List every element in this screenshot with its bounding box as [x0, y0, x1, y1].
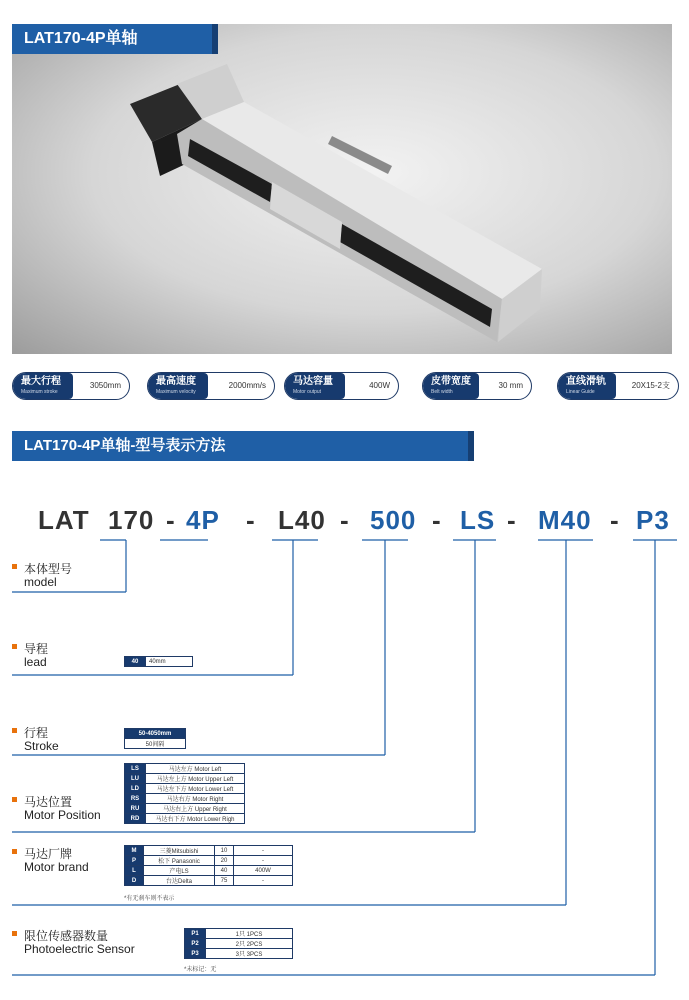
- stroke-table: [124, 728, 186, 749]
- table-cell: 松下 Panasonic: [144, 856, 215, 866]
- table-cell: 三菱Mitsubishi: [144, 846, 215, 856]
- table-row: [185, 929, 293, 939]
- table-cell: RS: [125, 794, 146, 804]
- table-cell: 75: [215, 876, 234, 886]
- code-motor-brand: M40: [538, 505, 592, 535]
- table-cell: L: [125, 866, 144, 876]
- spec-label-cn: 皮带宽度: [431, 376, 471, 387]
- table-cell: 马达右下方 Motor Lower Righ: [146, 814, 245, 824]
- table-cell: RD: [125, 814, 146, 824]
- table-cell: M: [125, 846, 144, 856]
- table-cell: -: [234, 856, 293, 866]
- code-dash: -: [610, 505, 620, 535]
- spec-value: 400W: [369, 381, 390, 390]
- stroke-step: 50间隔: [125, 739, 186, 749]
- row-label-en: Motor brand: [24, 860, 89, 874]
- bullet-icon: [12, 644, 17, 649]
- spec-label-en: Maximum stroke: [21, 389, 58, 395]
- spec-value: 2000mm/s: [228, 381, 266, 390]
- table-cell: -: [234, 846, 293, 856]
- spec-label-cn: 最高速度: [156, 376, 196, 387]
- code-lat: LAT: [38, 505, 90, 535]
- product-title-banner: LAT170-4P单轴: [12, 24, 212, 54]
- spec-label-en: Belt width: [431, 389, 453, 395]
- row-label-en: model: [24, 575, 57, 589]
- table-cell: LU: [125, 774, 146, 784]
- stroke-range: 50-4050mm: [125, 729, 186, 739]
- code-stroke: 500: [370, 505, 417, 535]
- table-cell: P1: [185, 929, 206, 939]
- lead-table: [124, 656, 193, 667]
- table-cell: P2: [185, 939, 206, 949]
- table-cell: 1只 1PCS: [206, 929, 293, 939]
- table-row: [185, 949, 293, 959]
- row-label-en: Motor Position: [24, 808, 101, 822]
- spec-label-en: Motor output: [293, 389, 322, 395]
- table-row: [125, 814, 245, 824]
- motor-brand-table: [124, 845, 293, 886]
- code-dash: -: [507, 505, 517, 535]
- row-label-cn: 限位传感器数量: [24, 929, 109, 943]
- table-cell: -: [234, 876, 293, 886]
- sensor-note: *未标记：无: [184, 967, 217, 973]
- code-dash: -: [166, 505, 176, 535]
- code-dash: -: [432, 505, 442, 535]
- row-label-en: Stroke: [24, 739, 59, 753]
- table-cell: 马达右上方 Upper Right: [146, 804, 245, 814]
- spec-label-cn: 最大行程: [21, 376, 61, 387]
- row-label-en: Photoelectric Sensor: [24, 942, 135, 956]
- row-label-cn: 马达位置: [24, 795, 73, 809]
- spec-value: 3050mm: [89, 381, 121, 390]
- row-label-en: lead: [24, 655, 47, 669]
- code-motor-position: LS: [460, 505, 496, 535]
- row-label-cn: 行程: [24, 726, 49, 740]
- table-cell: 400W: [234, 866, 293, 876]
- table-cell: 40: [215, 866, 234, 876]
- code-dash: -: [246, 505, 256, 535]
- table-row: [125, 866, 293, 876]
- table-row: [125, 876, 293, 886]
- table-cell: P3: [185, 949, 206, 959]
- spec-label-cn: 马达容量: [293, 376, 333, 387]
- sensor-table: [184, 928, 293, 959]
- table-row: [125, 764, 245, 774]
- table-cell: 马达右方 Motor Right: [146, 794, 245, 804]
- table-cell: LS: [125, 764, 146, 774]
- table-cell: 10: [215, 846, 234, 856]
- table-cell: 20: [215, 856, 234, 866]
- table-cell: 台达Delta: [144, 876, 215, 886]
- table-cell: D: [125, 876, 144, 886]
- table-row: [185, 939, 293, 949]
- table-row: [125, 774, 245, 784]
- table-row: [125, 846, 293, 856]
- table-cell: 2只 2PCS: [206, 939, 293, 949]
- code-sensor: P3: [636, 505, 670, 535]
- code-dash: -: [340, 505, 350, 535]
- row-label-cn: 导程: [24, 642, 49, 656]
- table-cell: 3只 3PCS: [206, 949, 293, 959]
- table-row: [125, 856, 293, 866]
- motor-position-table: [124, 763, 245, 824]
- bullet-icon: [12, 849, 17, 854]
- table-cell: LD: [125, 784, 146, 794]
- table-cell: 马达左上方 Motor Upper Left: [146, 774, 245, 784]
- bullet-icon: [12, 931, 17, 936]
- bullet-icon: [12, 797, 17, 802]
- lead-value: 40mm: [146, 657, 193, 667]
- model-notation-banner: LAT170-4P单轴-型号表示方法: [12, 431, 468, 461]
- code-lead: L40: [278, 505, 326, 535]
- spec-value: 30 mm: [498, 381, 523, 390]
- code-4p: 4P: [186, 505, 220, 535]
- brand-note: *有无刹车则不表示: [124, 896, 175, 902]
- spec-label-cn: 直线滑轨: [566, 376, 606, 387]
- code-170: 170: [108, 505, 155, 535]
- bullet-icon: [12, 564, 17, 569]
- row-label-cn: 本体型号: [24, 562, 73, 576]
- table-cell: P: [125, 856, 144, 866]
- spec-label-en: Linear Guide: [566, 389, 595, 395]
- table-cell: 马达左下方 Motor Lower Left: [146, 784, 245, 794]
- table-cell: 马达左方 Motor Left: [146, 764, 245, 774]
- table-cell: RU: [125, 804, 146, 814]
- table-row: [125, 784, 245, 794]
- table-row: [125, 794, 245, 804]
- table-row: [125, 804, 245, 814]
- spec-label-en: Maximum velocity: [156, 389, 196, 395]
- lead-code: 40: [125, 657, 146, 667]
- row-label-cn: 马达厂牌: [24, 847, 73, 861]
- table-cell: 产电LS: [144, 866, 215, 876]
- bullet-icon: [12, 728, 17, 733]
- spec-value: 20X15-2支: [631, 381, 670, 390]
